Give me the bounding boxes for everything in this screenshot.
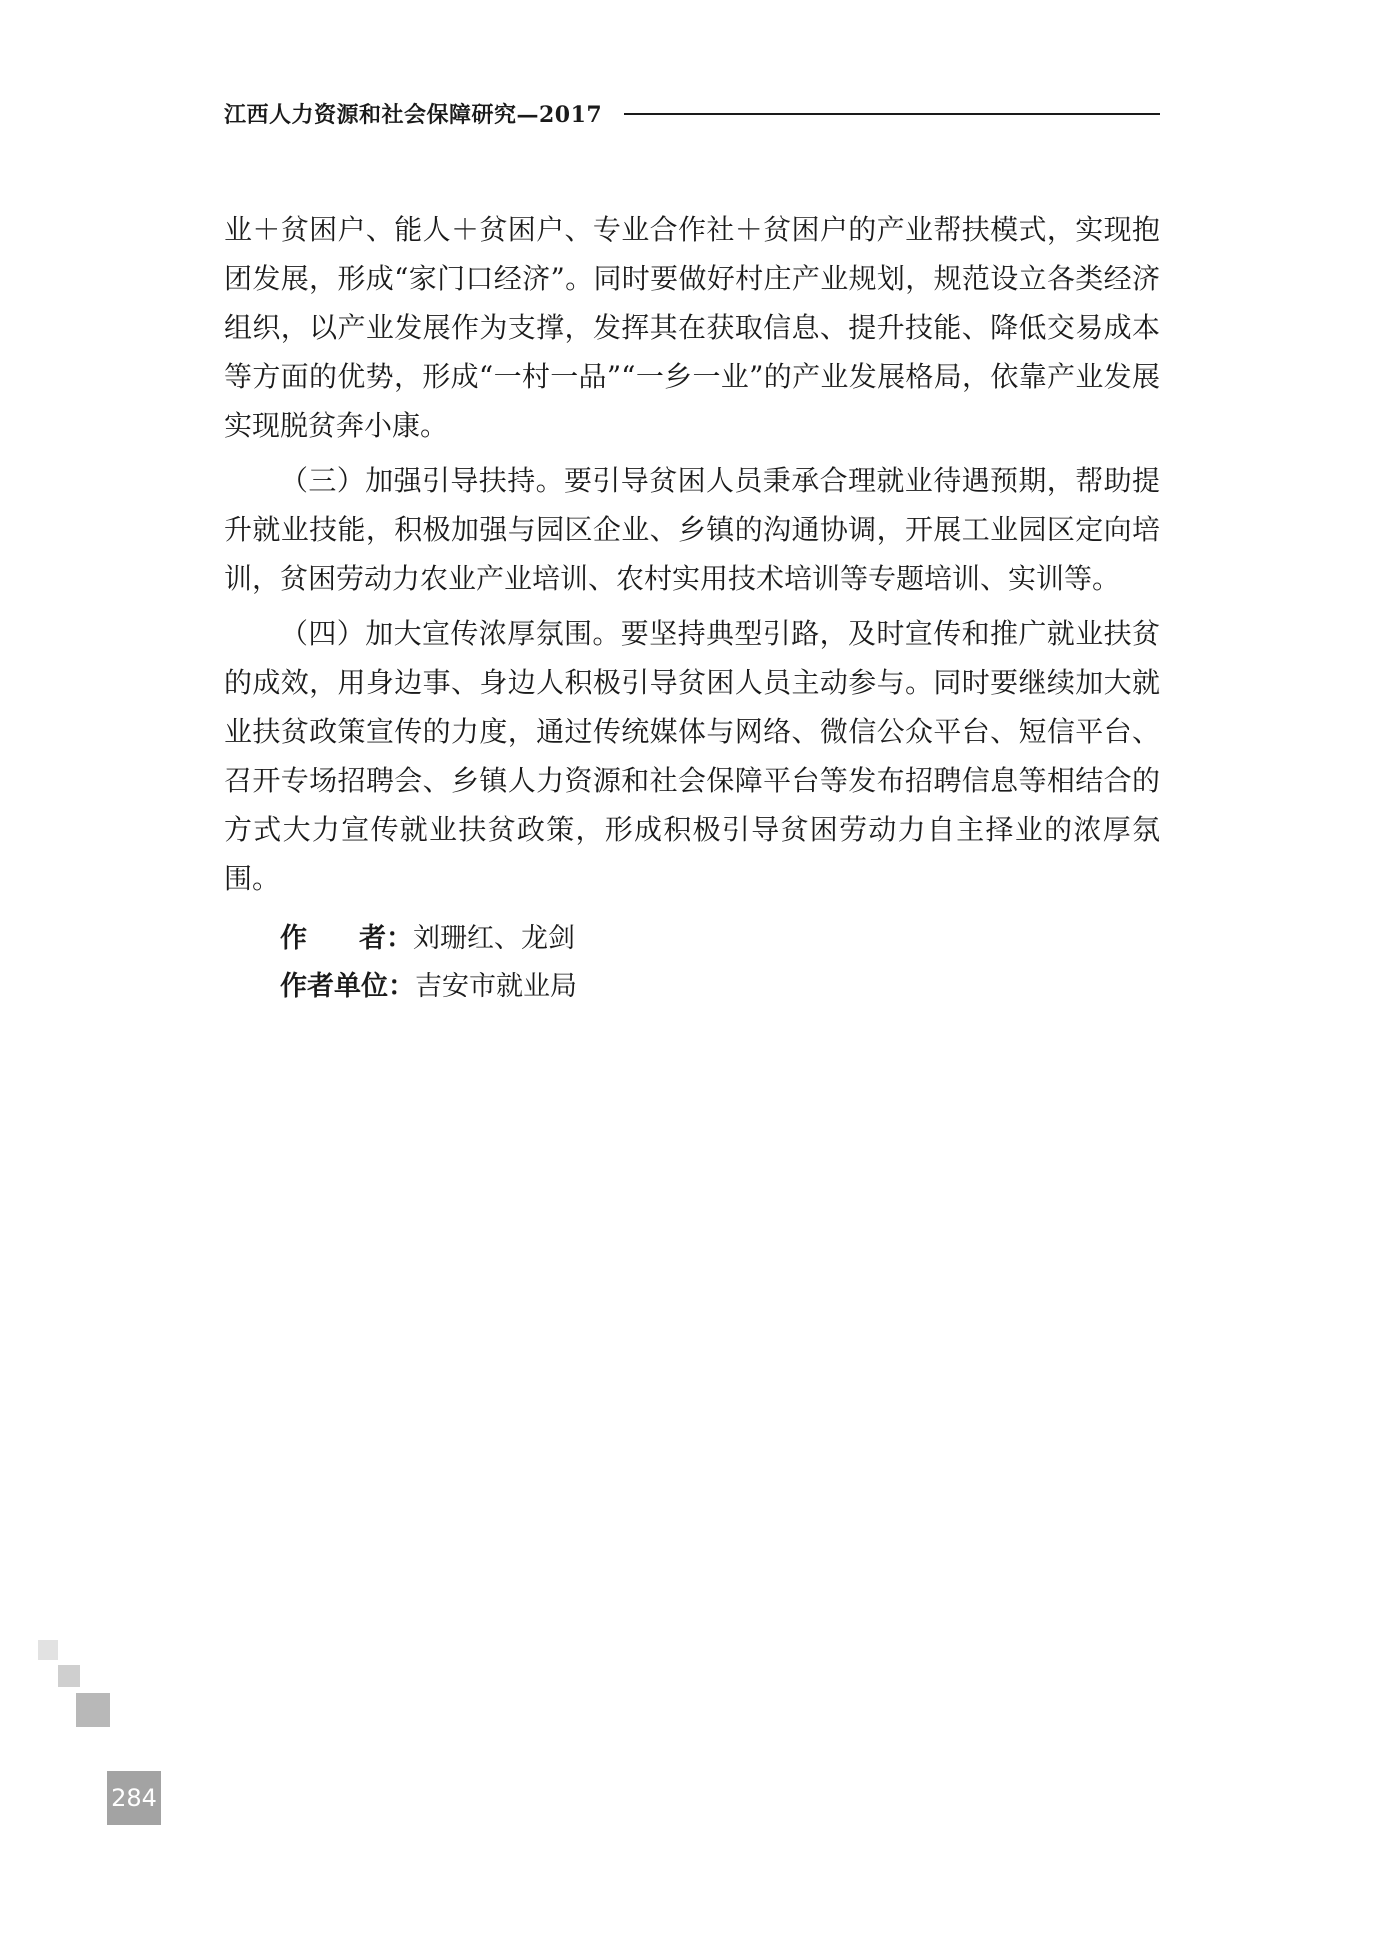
author-label-second: 者： — [359, 923, 413, 954]
author-label — [280, 915, 413, 963]
paragraph-continuation: 业＋贫困户、能人＋贫困户、专业合作社＋贫困户的产业帮扶模式，实现抱团发展，形成“家门口经济”。同时要做好村庄产业规划，规范设立各类经济组织，以产业发展作为支撑，发挥其在获取信息、提升技能、降低交易成本等方面的优势，形成“一村一品”“一乡一业”的产业发展格局，依靠产业发展实现脱贫奔小康。 — [224, 213, 1160, 442]
page-number-box — [107, 1771, 161, 1825]
author-row — [280, 915, 577, 963]
running-header — [224, 98, 1160, 134]
paragraph-section-four: （四）加大宣传浓厚氛围。要坚持典型引路，及时宣传和推广就业扶贫的成效，用身边事、身边人积极引导贫困人员主动参与。同时要继续加大就业扶贫政策宣传的力度，通过传统媒体与网络、微信公众平台、短信平台、召开专场招聘会、乡镇人力资源和社会保障平台等发布招聘信息等相结合的方式大力宣传就业扶贫政策，形成积极引导贫困劳动力自主择业的浓厚氛围。 — [224, 617, 1160, 895]
unit-label: 作者单位： — [280, 971, 415, 1002]
decorative-square — [76, 1693, 110, 1727]
running-header-title: 江西人力资源和社会保障研究—2017 — [224, 102, 603, 128]
header-rule — [624, 113, 1160, 115]
article-body — [224, 205, 1160, 909]
author-label-first: 作 — [280, 923, 307, 954]
unit-value: 吉安市就业局 — [415, 971, 577, 1002]
unit-row — [280, 963, 577, 1011]
paragraph-section-three: （三）加强引导扶持。要引导贫困人员秉承合理就业待遇预期，帮助提升就业技能，积极加强与园区企业、乡镇的沟通协调，开展工业园区定向培训，贫困劳动力农业产业培训、农村实用技术培训等专题培训、实训等。 — [224, 464, 1160, 595]
page-number: 284 — [111, 1784, 157, 1812]
author-info — [280, 915, 577, 1011]
decorative-square — [58, 1665, 80, 1687]
decorative-square — [38, 1640, 58, 1660]
author-names: 刘珊红、龙剑 — [413, 923, 575, 954]
